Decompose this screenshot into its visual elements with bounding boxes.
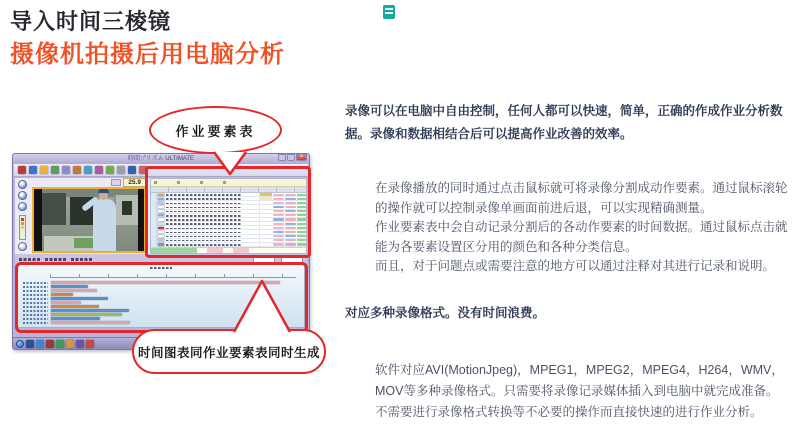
detail-line-3: 而且，对于问题点或需要注意的地方可以通过注释对其进行记录和说明。: [375, 259, 776, 273]
minimize-icon: [278, 154, 286, 161]
toolbar-icon: [29, 166, 37, 174]
element-table: [150, 178, 307, 254]
time-chart-panel: [17, 264, 305, 328]
time-display: 25.9: [123, 178, 146, 187]
video-panel: [30, 178, 148, 254]
pause-button-icon: [18, 191, 27, 200]
toolbar-icon: [117, 166, 125, 174]
toolbar-icon: [18, 166, 26, 174]
chart-dropdown: [253, 256, 275, 263]
taskbar-icon: [26, 340, 34, 348]
format-paragraph: 软件对应AVI(MotionJpeg)，MPEG1，MPEG2，MPEG4，H264，WMV，MOV等多种录像格式。只需要将录像记录媒体插入到电脑中就完成准备。不需要进行录像格式转换等不必要的操作而直接快速的进行作业分析。: [375, 363, 784, 419]
chart-bar-row: [23, 305, 296, 308]
taskbar-icon: [76, 340, 84, 348]
chart-tab-strip: [15, 254, 307, 264]
toolbar-icon: [95, 166, 103, 174]
taskbar-icon: [46, 340, 54, 348]
toolbar-icon: [139, 166, 147, 174]
chart-bar-row: [23, 301, 296, 304]
toolbar-icon: [51, 166, 59, 174]
app-window-title: 時間プリズム ULTIMATE: [127, 156, 195, 162]
callout-time-chart-label: 时间图表同作业要素表同时生成: [137, 345, 320, 360]
taskbar-icon: [56, 340, 64, 348]
play-button-icon: [18, 180, 27, 189]
app-content: [15, 178, 307, 254]
intro-paragraph: 录像可以在电脑中自由控制，任何人都可以快速，简单，正确的作成作业分析数据。录像和数据相结合后可以提高作业改善的效率。: [345, 104, 783, 141]
app-toolbar-icons: [14, 164, 308, 177]
decorative-mark-icon: [383, 5, 395, 19]
element-table-rows: [151, 193, 306, 247]
toolbar-icon: [73, 166, 81, 174]
chart-dropdown: [281, 256, 303, 263]
step-button-icon: [18, 202, 27, 211]
chart-bar-row: [23, 297, 296, 300]
close-icon: [296, 154, 307, 161]
chart-bar-row: [23, 309, 296, 312]
taskbar-icon: [36, 340, 44, 348]
callout-element-table-label: 作业要素表: [175, 123, 256, 139]
table-summary-row: [151, 247, 306, 253]
chart-bar-row: [23, 289, 296, 292]
chart-bar-row: [23, 321, 296, 324]
toolbar-icon: [106, 166, 114, 174]
video-frame: [32, 187, 146, 253]
jog-dial-icon: [18, 242, 27, 251]
time-chart-axis: [50, 272, 296, 278]
detail-line-2: 作业要素表中会自动记录分割后的各动作要素的时间数据。通过鼠标点击就能为各要素设置区分用的颜色和各种分类信息。: [375, 220, 788, 254]
chart-bar-row: [23, 313, 296, 316]
page-subtitle: 摄像机拍摄后用电脑分析: [10, 41, 285, 68]
speed-meter: [19, 215, 26, 241]
detail-line-1: 在录像播放的同时通过点击鼠标就可将录像分割成动作要素。通过鼠标滚轮的操作就可以控制录像单画面前进后退，可以实现精确测量。: [375, 181, 788, 215]
callout-element-table: [149, 106, 282, 154]
playback-controls: [15, 178, 30, 254]
taskbar-icon: [66, 340, 74, 348]
chart-bar-row: [23, 285, 296, 288]
taskbar-icons: [26, 340, 94, 348]
time-chart-title: [150, 267, 172, 269]
toolbar-icon: [128, 166, 136, 174]
time-mode-button: [111, 179, 121, 186]
toolbar-icon: [40, 166, 48, 174]
toolbar-icon: [84, 166, 92, 174]
start-orb-icon: [16, 340, 24, 348]
maximize-icon: [287, 154, 295, 161]
format-heading: 对应多种录像格式。没有时间浪费。: [345, 306, 546, 320]
video-timebar: [30, 178, 148, 187]
callout-time-chart: [132, 329, 326, 374]
chart-bar-row: [23, 281, 296, 284]
app-window-screenshot: [12, 153, 310, 350]
app-titlebar: [13, 154, 309, 164]
worker-figure: [93, 199, 116, 251]
toolbar-icon: [62, 166, 70, 174]
table-mode-options: [151, 179, 306, 187]
chart-bar-row: [23, 317, 296, 320]
time-chart-bars: [23, 281, 296, 324]
detail-paragraph: [375, 179, 789, 277]
factory-scene: [42, 189, 138, 251]
window-controls: [278, 154, 307, 161]
taskbar-icon: [86, 340, 94, 348]
page-title: 导入时间三棱镜: [10, 9, 172, 34]
chart-bar-row: [23, 293, 296, 296]
